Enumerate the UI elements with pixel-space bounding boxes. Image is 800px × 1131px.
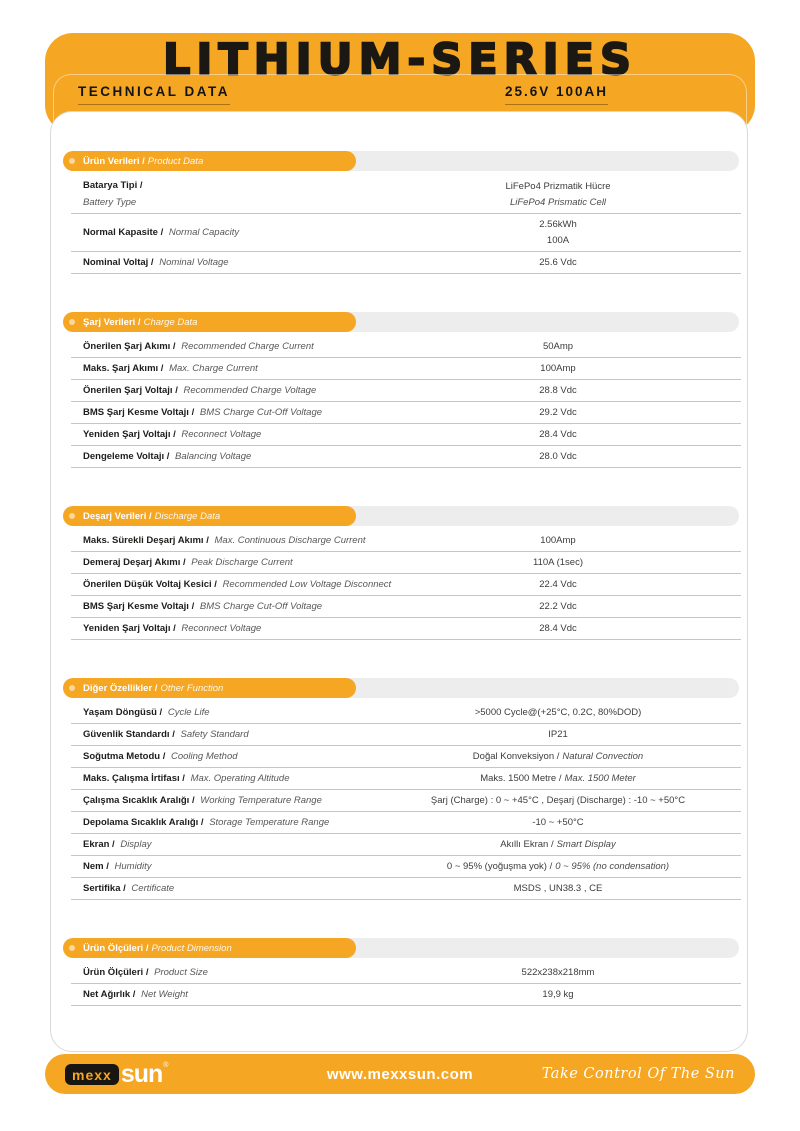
table-row <box>71 402 741 424</box>
row-value-line1 <box>403 406 713 419</box>
row-value-line1 <box>403 622 713 635</box>
row-value <box>403 706 713 719</box>
bullet-icon <box>69 685 75 691</box>
row-label-en: Balancing Voltage <box>175 451 252 462</box>
row-label <box>71 706 403 719</box>
bullet-icon <box>69 945 75 951</box>
row-value <box>403 816 713 829</box>
row-value <box>403 794 713 807</box>
row-label-en: Reconnect Voltage <box>181 429 262 440</box>
row-label <box>71 340 403 353</box>
row-label <box>71 988 403 1001</box>
row-value-text-en: Natural Convection <box>562 751 644 762</box>
row-value-line1 <box>403 860 713 873</box>
row-value <box>403 218 713 247</box>
row-label-tr: Önerilen Düşük Voltaj Kesici / <box>83 579 217 590</box>
section-title-en: Product Data <box>147 155 204 167</box>
section-title-en: Other Function <box>160 682 224 694</box>
section-title-en: Discharge Data <box>154 510 221 522</box>
row-value <box>403 838 713 851</box>
row-value-line1 <box>403 384 713 397</box>
row-value-line1 <box>403 218 713 231</box>
row-value-line1 <box>403 340 713 353</box>
row-label-tr: Dengeleme Voltajı / <box>83 451 170 462</box>
row-label-en: Net Weight <box>141 989 188 1000</box>
section-header-pill <box>63 151 356 171</box>
row-value-text: Şarj (Charge) : 0 ~ +45°C , Deşarj (Discharge) : -10 ~ +50°C <box>430 795 686 806</box>
row-value-text-en: 0 ~ 95% (no condensation) <box>555 861 670 872</box>
row-value <box>403 860 713 873</box>
row-value-text: 28.4 Vdc <box>539 623 577 634</box>
data-section <box>51 938 747 1006</box>
row-label-tr: Önerilen Şarj Voltajı / <box>83 385 178 396</box>
row-value-text: 100Amp <box>540 363 576 374</box>
row-value-line1 <box>403 750 713 763</box>
row-value-line1 <box>403 450 713 463</box>
row-label-en: Humidity <box>114 861 152 872</box>
row-value-line1 <box>403 988 713 1001</box>
row-label-en: Nominal Voltage <box>159 257 229 268</box>
table-row <box>71 702 741 724</box>
row-value-line1 <box>403 838 713 851</box>
row-label-tr: Çalışma Sıcaklık Aralığı / <box>83 795 195 806</box>
row-label-tr: Yeniden Şarj Voltajı / <box>83 429 176 440</box>
data-section <box>51 506 747 640</box>
section-header <box>63 506 739 526</box>
section-header-pill <box>63 938 356 958</box>
row-value-line1 <box>403 794 713 807</box>
row-label-tr: Batarya Tipi / <box>83 180 143 191</box>
row-label <box>71 450 403 463</box>
row-label-en: Product Size <box>154 967 208 978</box>
datasheet-card <box>50 111 748 1052</box>
section-table <box>71 175 741 274</box>
section-header <box>63 151 739 171</box>
row-label-en: Cooling Method <box>170 751 238 762</box>
row-value-line1 <box>403 180 713 193</box>
row-value <box>403 578 713 591</box>
row-label-en: BMS Charge Cut-Off Voltage <box>199 407 323 418</box>
table-row <box>71 790 741 812</box>
row-value <box>403 988 713 1001</box>
row-value <box>403 772 713 785</box>
row-label-en: Recommended Charge Voltage <box>183 385 317 396</box>
section-table <box>71 336 741 468</box>
row-label-en: Display <box>120 839 152 850</box>
table-row <box>71 380 741 402</box>
row-value-text: LiFePo4 Prizmatik Hücre <box>505 180 611 192</box>
row-label-en: Recommended Low Voltage Disconnect <box>222 579 392 590</box>
row-label <box>71 882 403 895</box>
row-label-tr: Nem / <box>83 861 109 872</box>
row-value-line1 <box>403 534 713 547</box>
table-row <box>71 530 741 552</box>
logo-mexx-box: mexx <box>65 1064 119 1085</box>
row-value <box>403 622 713 635</box>
row-label <box>71 226 403 239</box>
row-label-en: BMS Charge Cut-Off Voltage <box>199 601 323 612</box>
row-value-line1 <box>403 362 713 375</box>
row-label <box>71 556 403 569</box>
table-row <box>71 424 741 446</box>
data-section <box>51 312 747 468</box>
table-row <box>71 856 741 878</box>
row-label-en: Normal Capacity <box>168 227 240 238</box>
row-value-line1 <box>403 728 713 741</box>
row-label-en: Storage Temperature Range <box>209 817 330 828</box>
row-label <box>71 622 403 635</box>
table-row <box>71 768 741 790</box>
logo-sun-text: sun <box>120 1060 163 1088</box>
table-row <box>71 618 741 640</box>
row-value-line1 <box>403 578 713 591</box>
section-title-tr: Şarj Verileri / <box>83 316 141 328</box>
section-title-tr: Deşarj Verileri / <box>83 510 152 522</box>
table-row <box>71 336 741 358</box>
section-header-pill <box>63 678 356 698</box>
row-value-text: 50Amp <box>542 341 574 352</box>
row-value <box>403 256 713 269</box>
row-value <box>403 728 713 741</box>
row-label-tr: Net Ağırlık / <box>83 989 136 1000</box>
footer-bar <box>45 1054 755 1094</box>
row-label-en: Battery Type <box>83 197 137 208</box>
row-value-text: 22.2 Vdc <box>539 601 577 612</box>
table-row <box>71 878 741 900</box>
row-value-text: 19,9 kg <box>542 989 574 1000</box>
row-value-line1 <box>403 706 713 719</box>
row-label-tr: Güvenlik Standardı / <box>83 729 175 740</box>
row-value-text-en: Smart Display <box>556 839 616 850</box>
table-row <box>71 596 741 618</box>
row-value-text: IP21 <box>548 729 568 740</box>
row-label-tr: Önerilen Şarj Akımı / <box>83 341 176 352</box>
data-section <box>51 678 747 900</box>
row-value <box>403 450 713 463</box>
technical-data-label: TECHNICAL DATA <box>78 84 230 105</box>
row-value <box>403 340 713 353</box>
section-table <box>71 962 741 1006</box>
row-label <box>71 966 403 979</box>
registered-trademark-icon: ® <box>163 1062 169 1069</box>
row-value <box>403 966 713 979</box>
row-value-text: 25.6 Vdc <box>539 257 577 268</box>
row-value <box>403 600 713 613</box>
row-value-text: 0 ~ 95% (yoğuşma yok) / <box>446 861 553 872</box>
row-value-text: Doğal Konveksiyon / <box>472 751 560 762</box>
row-label <box>71 750 403 763</box>
table-row <box>71 746 741 768</box>
row-value-text: 100Amp <box>540 535 576 546</box>
row-label-en: Cycle Life <box>167 707 210 718</box>
row-value-text: 2.56kWh <box>539 219 577 230</box>
section-table <box>71 530 741 640</box>
section-header-pill <box>63 312 356 332</box>
row-value-line2: LiFePo4 Prismatic Cell <box>509 196 607 208</box>
row-value <box>403 556 713 569</box>
row-value-text: 29.2 Vdc <box>539 407 577 418</box>
row-value-text: 28.8 Vdc <box>539 385 577 396</box>
row-value-text: 522x238x218mm <box>521 967 595 978</box>
row-value <box>403 362 713 375</box>
page-title: LITHIUM-SERIES <box>162 35 638 85</box>
row-label-tr: Soğutma Metodu / <box>83 751 166 762</box>
row-label-tr: Maks. Sürekli Deşarj Akımı / <box>83 535 209 546</box>
row-label-tr: Nominal Voltaj / <box>83 257 154 268</box>
mexxsun-logo <box>65 1061 275 1087</box>
website-url: www.mexxsun.com <box>326 1065 474 1083</box>
row-value-line1 <box>403 556 713 569</box>
data-section <box>51 151 747 274</box>
row-label <box>71 600 403 613</box>
row-value-text: Akıllı Ekran / <box>500 839 554 850</box>
table-row <box>71 252 741 274</box>
row-label <box>71 362 403 375</box>
table-row <box>71 724 741 746</box>
section-title-tr: Ürün Verileri / <box>83 155 145 167</box>
row-value-text: MSDS , UN38.3 , CE <box>513 883 603 894</box>
row-label <box>71 816 403 829</box>
row-value-text: 28.0 Vdc <box>539 451 577 462</box>
battery-rating-label: 25.6V 100AH <box>505 84 608 105</box>
row-label-tr: BMS Şarj Kesme Voltajı / <box>83 601 195 612</box>
row-label <box>71 772 403 785</box>
row-label-tr: Depolama Sıcaklık Aralığı / <box>83 817 204 828</box>
row-value-text: Maks. 1500 Metre / <box>480 773 562 784</box>
row-value <box>403 750 713 763</box>
row-label-tr: Ürün Ölçüleri / <box>83 967 149 978</box>
table-row <box>71 446 741 468</box>
section-header <box>63 938 739 958</box>
section-title-tr: Ürün Ölçüleri / <box>83 942 149 954</box>
row-value-line1 <box>403 966 713 979</box>
row-label-tr: BMS Şarj Kesme Voltajı / <box>83 407 195 418</box>
row-label-tr: Normal Kapasite / <box>83 227 164 238</box>
table-row <box>71 812 741 834</box>
table-row <box>71 984 741 1006</box>
section-title-en: Charge Data <box>143 316 198 328</box>
row-label <box>71 384 403 397</box>
row-label-tr: Yeniden Şarj Voltajı / <box>83 623 176 634</box>
row-value <box>403 534 713 547</box>
row-value-line1 <box>403 816 713 829</box>
row-label <box>71 428 403 441</box>
table-row <box>71 552 741 574</box>
section-header <box>63 312 739 332</box>
table-row <box>71 175 741 214</box>
row-label <box>71 256 403 269</box>
row-value-text: 110A (1sec) <box>533 557 583 568</box>
section-title-tr: Diğer Özellikler / <box>83 682 158 694</box>
row-label-tr: Maks. Çalışma İrtifası / <box>83 773 185 784</box>
table-row <box>71 962 741 984</box>
brand-slogan: Take Control Of The Sun <box>541 1066 735 1082</box>
row-value-line1 <box>403 428 713 441</box>
row-label <box>71 534 403 547</box>
row-label-tr: Yaşam Döngüsü / <box>83 707 163 718</box>
row-value-text: >5000 Cycle@(+25°C, 0.2C, 80%DOD) <box>474 707 642 718</box>
row-label <box>71 578 403 591</box>
row-label-tr: Sertifika / <box>83 883 126 894</box>
row-value-text: 22.4 Vdc <box>539 579 577 590</box>
row-value-line1 <box>403 600 713 613</box>
bullet-icon <box>69 158 75 164</box>
row-value-line1 <box>403 882 713 895</box>
row-value-line1 <box>403 256 713 269</box>
section-title-en: Product Dimension <box>151 942 232 954</box>
row-label-en: Safety Standard <box>180 729 249 740</box>
bullet-icon <box>69 319 75 325</box>
row-value-line1 <box>403 772 713 785</box>
row-label-tr: Maks. Şarj Akımı / <box>83 363 164 374</box>
row-value-text: 28.4 Vdc <box>539 429 577 440</box>
row-label-tr: Demeraj Deşarj Akımı / <box>83 557 186 568</box>
row-value <box>403 180 713 209</box>
row-label <box>71 406 403 419</box>
section-table <box>71 702 741 900</box>
table-row <box>71 834 741 856</box>
table-row <box>71 574 741 596</box>
bullet-icon <box>69 513 75 519</box>
row-label <box>71 794 403 807</box>
row-value <box>403 428 713 441</box>
row-label <box>71 179 403 209</box>
row-value-text-en: Max. 1500 Meter <box>564 773 636 784</box>
row-label-en: Max. Operating Altitude <box>190 773 290 784</box>
row-label-en: Working Temperature Range <box>200 795 322 806</box>
table-row <box>71 214 741 252</box>
row-value <box>403 882 713 895</box>
sections-container <box>51 112 747 1006</box>
row-label-en: Reconnect Voltage <box>181 623 262 634</box>
row-label-en: Max. Charge Current <box>169 363 258 374</box>
row-label-en: Certificate <box>131 883 175 894</box>
row-label-en: Max. Continuous Discharge Current <box>214 535 366 546</box>
table-row <box>71 358 741 380</box>
row-label <box>71 728 403 741</box>
row-value <box>403 406 713 419</box>
row-label-en: Recommended Charge Current <box>181 341 314 352</box>
row-label-tr: Ekran / <box>83 839 115 850</box>
row-label <box>71 860 403 873</box>
row-label-en: Peak Discharge Current <box>191 557 293 568</box>
section-header <box>63 678 739 698</box>
row-value <box>403 384 713 397</box>
row-label <box>71 838 403 851</box>
row-value-line2: 100A <box>546 235 570 246</box>
row-value-text: -10 ~ +50°C <box>532 817 584 828</box>
section-header-pill <box>63 506 356 526</box>
